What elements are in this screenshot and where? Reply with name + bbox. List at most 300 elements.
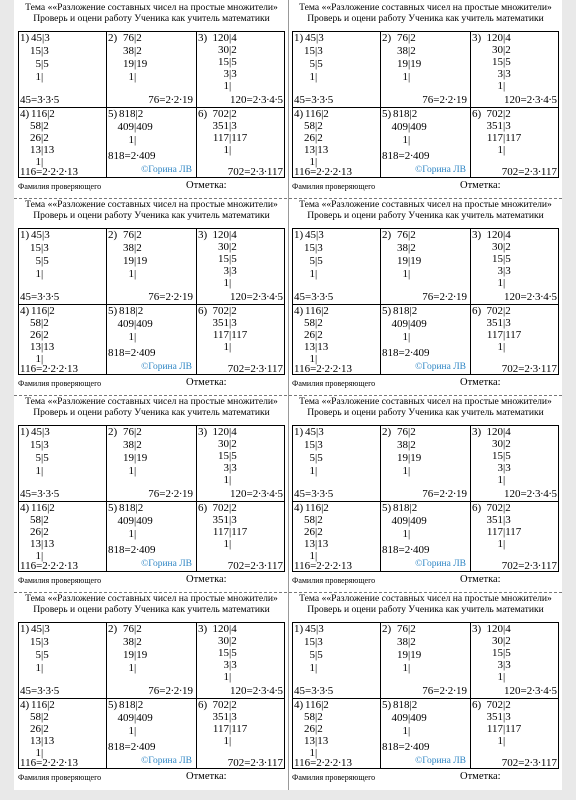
division-step: 38|2: [123, 45, 142, 57]
division-step: 116|2: [305, 699, 329, 711]
division-step: 1|: [402, 331, 411, 343]
division-step: 1|: [128, 528, 137, 540]
worksheet-card: [16, 394, 287, 590]
task-cell: [381, 502, 470, 573]
factorization-result: 76=2∙2∙19: [148, 291, 193, 303]
task-grid: [292, 622, 559, 769]
factorization-result: 76=2∙2∙19: [148, 488, 193, 500]
factorization-result: 120=2∙3∙4∙5: [504, 291, 557, 303]
task-number: 1): [294, 623, 304, 635]
factorization-result: 120=2∙3∙4∙5: [230, 94, 283, 106]
division-step: 1|: [402, 268, 411, 280]
task-cell: [471, 502, 560, 573]
card-footer: [292, 574, 559, 588]
task-cell: [197, 623, 286, 698]
task-number: 4): [20, 108, 30, 120]
author-credit: ©Горина ЛВ: [141, 756, 192, 766]
task-cell: [107, 108, 196, 179]
division-step: 702|2: [212, 305, 237, 317]
task-cell: [381, 623, 470, 698]
topic-title: Тема ««Разложение составных чисел на простые множители»: [299, 396, 552, 407]
division-step: 1|: [309, 662, 318, 674]
factorization-result: 120=2∙3∙4∙5: [230, 291, 283, 303]
factorization-result: 116=2∙2∙2∙13: [20, 757, 79, 769]
division-step: 45|3: [31, 623, 50, 635]
grade-label: Отметка:: [186, 180, 227, 191]
division-step: 45|3: [31, 426, 50, 438]
division-step: 26|2: [30, 132, 49, 144]
task-cell: [197, 32, 286, 107]
task-cell: [293, 229, 380, 304]
task-cell: [293, 305, 380, 376]
factorization-result: 702=2∙3∙117: [501, 757, 557, 769]
division-step: 30|2: [218, 635, 237, 647]
division-step: 1|: [128, 134, 137, 146]
division-step: 117|117: [212, 132, 248, 144]
division-step: 15|5: [492, 56, 511, 68]
division-step: 5|5: [309, 649, 323, 661]
division-step: 120|4: [486, 623, 511, 635]
division-step: 1|: [309, 71, 318, 83]
task-number: 3): [198, 229, 208, 241]
task-number: 1): [294, 426, 304, 438]
division-step: 5|5: [35, 649, 49, 661]
division-step: 116|2: [305, 108, 329, 120]
division-step: 1|: [223, 671, 232, 683]
division-step: 19|19: [397, 58, 422, 70]
division-step: 818|2: [393, 502, 418, 514]
division-step: 15|5: [492, 647, 511, 659]
division-step: 45|3: [305, 426, 324, 438]
division-step: 15|5: [218, 647, 237, 659]
task-number: 5): [382, 502, 392, 514]
division-step: 351|3: [212, 120, 237, 132]
division-step: 26|2: [304, 329, 323, 341]
task-number: 5): [108, 502, 118, 514]
division-step: 1|: [309, 268, 318, 280]
division-step: 1|: [497, 341, 506, 353]
division-step: 58|2: [304, 514, 323, 526]
author-credit: ©Горина ЛВ: [415, 756, 466, 766]
task-number: 6): [198, 108, 208, 120]
division-step: 116|2: [31, 699, 55, 711]
factorization-result: 702=2∙3∙117: [501, 560, 557, 572]
division-step: 38|2: [397, 242, 416, 254]
division-step: 58|2: [304, 711, 323, 723]
division-step: 76|2: [123, 32, 142, 44]
task-grid: [18, 622, 285, 769]
division-step: 76|2: [397, 623, 416, 635]
checker-surname-label: Фамилия проверяющего: [18, 576, 102, 585]
task-number: 2): [382, 623, 392, 635]
task-number: 2): [108, 426, 118, 438]
task-cell: [107, 229, 196, 304]
factorization-result: 76=2∙2∙19: [422, 291, 467, 303]
division-step: 1|: [497, 277, 506, 289]
division-step: 120|4: [486, 229, 511, 241]
division-step: 3|3: [223, 68, 237, 80]
author-credit: ©Горина ЛВ: [415, 362, 466, 372]
division-step: 38|2: [123, 636, 142, 648]
checker-surname-label: Фамилия проверяющего: [292, 379, 376, 388]
task-cell: [19, 229, 106, 304]
task-number: 5): [382, 108, 392, 120]
division-step: 120|4: [486, 32, 511, 44]
division-step: 5|5: [309, 255, 323, 267]
task-number: 3): [198, 426, 208, 438]
task-cell: [197, 426, 286, 501]
division-step: 13|13: [304, 735, 329, 747]
division-step: 1|: [497, 735, 506, 747]
task-cell: [197, 108, 286, 179]
task-cell: [381, 699, 470, 770]
task-cell: [381, 32, 470, 107]
division-step: 38|2: [123, 439, 142, 451]
task-number: 2): [382, 426, 392, 438]
division-step: 1|: [309, 747, 318, 759]
task-cell: [471, 426, 560, 501]
card-header: [16, 0, 287, 30]
factorization-result: 45=3∙3∙5: [294, 291, 334, 303]
division-step: 1|: [497, 671, 506, 683]
division-step: 1|: [35, 353, 44, 365]
division-step: 818|2: [119, 305, 144, 317]
task-cell: [197, 305, 286, 376]
card-header: [16, 394, 287, 424]
task-number: 6): [472, 699, 482, 711]
factorization-result: 120=2∙3∙4∙5: [504, 94, 557, 106]
card-footer: [18, 377, 285, 391]
division-step: 15|3: [304, 636, 323, 648]
card-footer: [292, 771, 559, 785]
task-number: 4): [20, 305, 30, 317]
grade-label: Отметка:: [186, 377, 227, 388]
grade-label: Отметка:: [186, 574, 227, 585]
division-step: 58|2: [304, 317, 323, 329]
task-grid: [18, 228, 285, 375]
division-step: 30|2: [218, 241, 237, 253]
division-step: 19|19: [397, 649, 422, 661]
card-footer: [292, 180, 559, 194]
division-step: 1|: [309, 156, 318, 168]
division-step: 3|3: [497, 462, 511, 474]
division-step: 1|: [128, 662, 137, 674]
task-number: 6): [472, 108, 482, 120]
checker-surname-label: Фамилия проверяющего: [18, 773, 102, 782]
division-step: 15|3: [30, 636, 49, 648]
task-number: 2): [108, 623, 118, 635]
division-step: 3|3: [223, 462, 237, 474]
division-step: 15|5: [218, 450, 237, 462]
division-step: 76|2: [397, 32, 416, 44]
task-number: 1): [20, 623, 30, 635]
task-number: 4): [294, 305, 304, 317]
card-header: [290, 394, 561, 424]
grade-label: Отметка:: [460, 771, 501, 782]
task-cell: [293, 426, 380, 501]
division-step: 19|19: [123, 452, 148, 464]
division-step: 409|409: [117, 318, 153, 330]
division-step: 702|2: [486, 502, 511, 514]
task-cell: [381, 108, 470, 179]
task-cell: [197, 699, 286, 770]
division-step: 351|3: [212, 711, 237, 723]
division-step: 1|: [35, 550, 44, 562]
division-step: 117|117: [212, 723, 248, 735]
topic-title: Тема ««Разложение составных чисел на простые множители»: [25, 199, 278, 210]
division-step: 1|: [223, 144, 232, 156]
worksheet-card: [290, 394, 561, 590]
task-number: 3): [472, 623, 482, 635]
division-step: 1|: [223, 341, 232, 353]
worksheet-card: [16, 0, 287, 196]
task-cell: [293, 32, 380, 107]
instruction-text: Проверь и оцени работу Ученика как учитель математики: [307, 210, 544, 221]
division-step: 1|: [497, 538, 506, 550]
task-cell: [107, 305, 196, 376]
task-cell: [107, 502, 196, 573]
worksheet-card: [290, 0, 561, 196]
task-number: 5): [108, 108, 118, 120]
division-step: 3|3: [223, 265, 237, 277]
division-step: 351|3: [486, 317, 511, 329]
task-cell: [381, 229, 470, 304]
instruction-text: Проверь и оцени работу Ученика как учитель математики: [33, 210, 270, 221]
division-step: 702|2: [212, 699, 237, 711]
factorization-result: 818=2∙409: [382, 150, 430, 162]
factorization-result: 76=2∙2∙19: [422, 488, 467, 500]
task-cell: [19, 108, 106, 179]
division-step: 1|: [497, 80, 506, 92]
task-number: 6): [198, 305, 208, 317]
division-step: 76|2: [123, 623, 142, 635]
division-step: 702|2: [212, 502, 237, 514]
division-step: 818|2: [393, 108, 418, 120]
factorization-result: 116=2∙2∙2∙13: [294, 166, 353, 178]
task-number: 3): [198, 32, 208, 44]
factorization-result: 818=2∙409: [382, 347, 430, 359]
division-step: 13|13: [304, 144, 329, 156]
division-step: 3|3: [497, 265, 511, 277]
task-number: 6): [198, 502, 208, 514]
division-step: 13|13: [304, 341, 329, 353]
factorization-result: 45=3∙3∙5: [20, 94, 60, 106]
task-cell: [19, 426, 106, 501]
task-number: 5): [382, 699, 392, 711]
factorization-result: 116=2∙2∙2∙13: [294, 560, 353, 572]
task-number: 4): [294, 502, 304, 514]
division-step: 1|: [402, 134, 411, 146]
task-cell: [471, 623, 560, 698]
task-number: 1): [20, 229, 30, 241]
division-step: 15|3: [304, 242, 323, 254]
division-step: 1|: [128, 465, 137, 477]
division-step: 409|409: [117, 121, 153, 133]
division-step: 409|409: [391, 515, 427, 527]
checker-surname-label: Фамилия проверяющего: [18, 379, 102, 388]
division-step: 5|5: [35, 58, 49, 70]
division-step: 117|117: [212, 329, 248, 341]
task-cell: [293, 502, 380, 573]
factorization-result: 76=2∙2∙19: [148, 94, 193, 106]
card-header: [16, 591, 287, 621]
division-step: 26|2: [30, 723, 49, 735]
division-step: 1|: [128, 71, 137, 83]
task-grid: [18, 425, 285, 572]
worksheet-card: [290, 591, 561, 787]
task-grid: [292, 425, 559, 572]
division-step: 1|: [223, 277, 232, 289]
factorization-result: 702=2∙3∙117: [227, 166, 283, 178]
task-cell: [197, 229, 286, 304]
division-step: 1|: [128, 331, 137, 343]
division-step: 19|19: [123, 255, 148, 267]
worksheet-page: [14, 0, 562, 790]
division-step: 5|5: [35, 452, 49, 464]
division-step: 15|3: [304, 45, 323, 57]
worksheet-card: [290, 197, 561, 393]
task-cell: [471, 229, 560, 304]
division-step: 58|2: [30, 514, 49, 526]
division-step: 5|5: [309, 58, 323, 70]
topic-title: Тема ««Разложение составных чисел на простые множители»: [299, 2, 552, 13]
task-number: 4): [20, 502, 30, 514]
task-cell: [107, 426, 196, 501]
division-step: 15|3: [304, 439, 323, 451]
task-number: 2): [108, 32, 118, 44]
division-step: 15|3: [30, 439, 49, 451]
division-step: 15|5: [492, 450, 511, 462]
division-step: 818|2: [393, 699, 418, 711]
division-step: 1|: [223, 735, 232, 747]
grade-label: Отметка:: [186, 771, 227, 782]
task-cell: [293, 699, 380, 770]
division-step: 30|2: [492, 44, 511, 56]
factorization-result: 45=3∙3∙5: [20, 488, 60, 500]
card-footer: [18, 180, 285, 194]
factorization-result: 76=2∙2∙19: [148, 685, 193, 697]
division-step: 116|2: [305, 305, 329, 317]
division-step: 26|2: [304, 132, 323, 144]
topic-title: Тема ««Разложение составных чисел на простые множители»: [299, 593, 552, 604]
division-step: 351|3: [486, 120, 511, 132]
topic-title: Тема ««Разложение составных чисел на простые множители»: [25, 396, 278, 407]
division-step: 5|5: [35, 255, 49, 267]
division-step: 117|117: [486, 329, 522, 341]
division-step: 45|3: [31, 229, 50, 241]
division-step: 117|117: [486, 132, 522, 144]
division-step: 30|2: [218, 44, 237, 56]
card-footer: [18, 771, 285, 785]
division-step: 116|2: [31, 502, 55, 514]
division-step: 818|2: [393, 305, 418, 317]
division-step: 120|4: [486, 426, 511, 438]
division-step: 58|2: [30, 711, 49, 723]
division-step: 38|2: [123, 242, 142, 254]
task-cell: [19, 623, 106, 698]
task-grid: [18, 31, 285, 178]
factorization-result: 120=2∙3∙4∙5: [230, 488, 283, 500]
task-cell: [19, 502, 106, 573]
factorization-result: 116=2∙2∙2∙13: [20, 560, 79, 572]
division-step: 13|13: [30, 341, 55, 353]
division-step: 1|: [35, 71, 44, 83]
division-step: 409|409: [117, 515, 153, 527]
factorization-result: 818=2∙409: [108, 347, 156, 359]
division-step: 409|409: [117, 712, 153, 724]
task-cell: [471, 32, 560, 107]
task-grid: [292, 228, 559, 375]
division-step: 818|2: [119, 502, 144, 514]
factorization-result: 45=3∙3∙5: [20, 291, 60, 303]
factorization-result: 45=3∙3∙5: [294, 685, 334, 697]
task-cell: [107, 699, 196, 770]
division-step: 58|2: [30, 120, 49, 132]
factorization-result: 116=2∙2∙2∙13: [294, 363, 353, 375]
division-step: 38|2: [397, 439, 416, 451]
factorization-result: 818=2∙409: [382, 544, 430, 556]
division-step: 30|2: [492, 635, 511, 647]
task-cell: [471, 108, 560, 179]
division-step: 3|3: [497, 68, 511, 80]
division-step: 1|: [128, 725, 137, 737]
topic-title: Тема ««Разложение составных чисел на простые множители»: [25, 2, 278, 13]
division-step: 120|4: [212, 623, 237, 635]
task-number: 2): [108, 229, 118, 241]
factorization-result: 120=2∙3∙4∙5: [504, 488, 557, 500]
division-step: 1|: [497, 144, 506, 156]
division-step: 45|3: [305, 623, 324, 635]
task-number: 4): [20, 699, 30, 711]
factorization-result: 702=2∙3∙117: [501, 166, 557, 178]
grade-label: Отметка:: [460, 180, 501, 191]
division-step: 818|2: [119, 108, 144, 120]
grade-label: Отметка:: [460, 574, 501, 585]
instruction-text: Проверь и оцени работу Ученика как учитель математики: [307, 407, 544, 418]
factorization-result: 45=3∙3∙5: [20, 685, 60, 697]
card-header: [290, 591, 561, 621]
division-step: 15|3: [30, 45, 49, 57]
division-step: 1|: [35, 662, 44, 674]
task-number: 1): [294, 229, 304, 241]
factorization-result: 120=2∙3∙4∙5: [504, 685, 557, 697]
division-step: 38|2: [397, 45, 416, 57]
author-credit: ©Горина ЛВ: [415, 165, 466, 175]
division-step: 15|5: [492, 253, 511, 265]
factorization-result: 702=2∙3∙117: [501, 363, 557, 375]
division-step: 26|2: [30, 329, 49, 341]
division-step: 19|19: [123, 58, 148, 70]
division-step: 1|: [402, 725, 411, 737]
task-number: 1): [294, 32, 304, 44]
instruction-text: Проверь и оцени работу Ученика как учитель математики: [307, 604, 544, 615]
division-step: 45|3: [305, 32, 324, 44]
division-step: 1|: [309, 465, 318, 477]
task-number: 6): [198, 699, 208, 711]
division-step: 26|2: [304, 526, 323, 538]
division-step: 117|117: [212, 526, 248, 538]
division-step: 1|: [223, 80, 232, 92]
division-step: 15|5: [218, 253, 237, 265]
division-step: 702|2: [486, 108, 511, 120]
division-step: 1|: [128, 268, 137, 280]
topic-title: Тема ««Разложение составных чисел на простые множители»: [299, 199, 552, 210]
factorization-result: 76=2∙2∙19: [422, 685, 467, 697]
task-number: 3): [472, 32, 482, 44]
checker-surname-label: Фамилия проверяющего: [18, 182, 102, 191]
topic-title: Тема ««Разложение составных чисел на простые множители»: [25, 593, 278, 604]
card-header: [290, 0, 561, 30]
